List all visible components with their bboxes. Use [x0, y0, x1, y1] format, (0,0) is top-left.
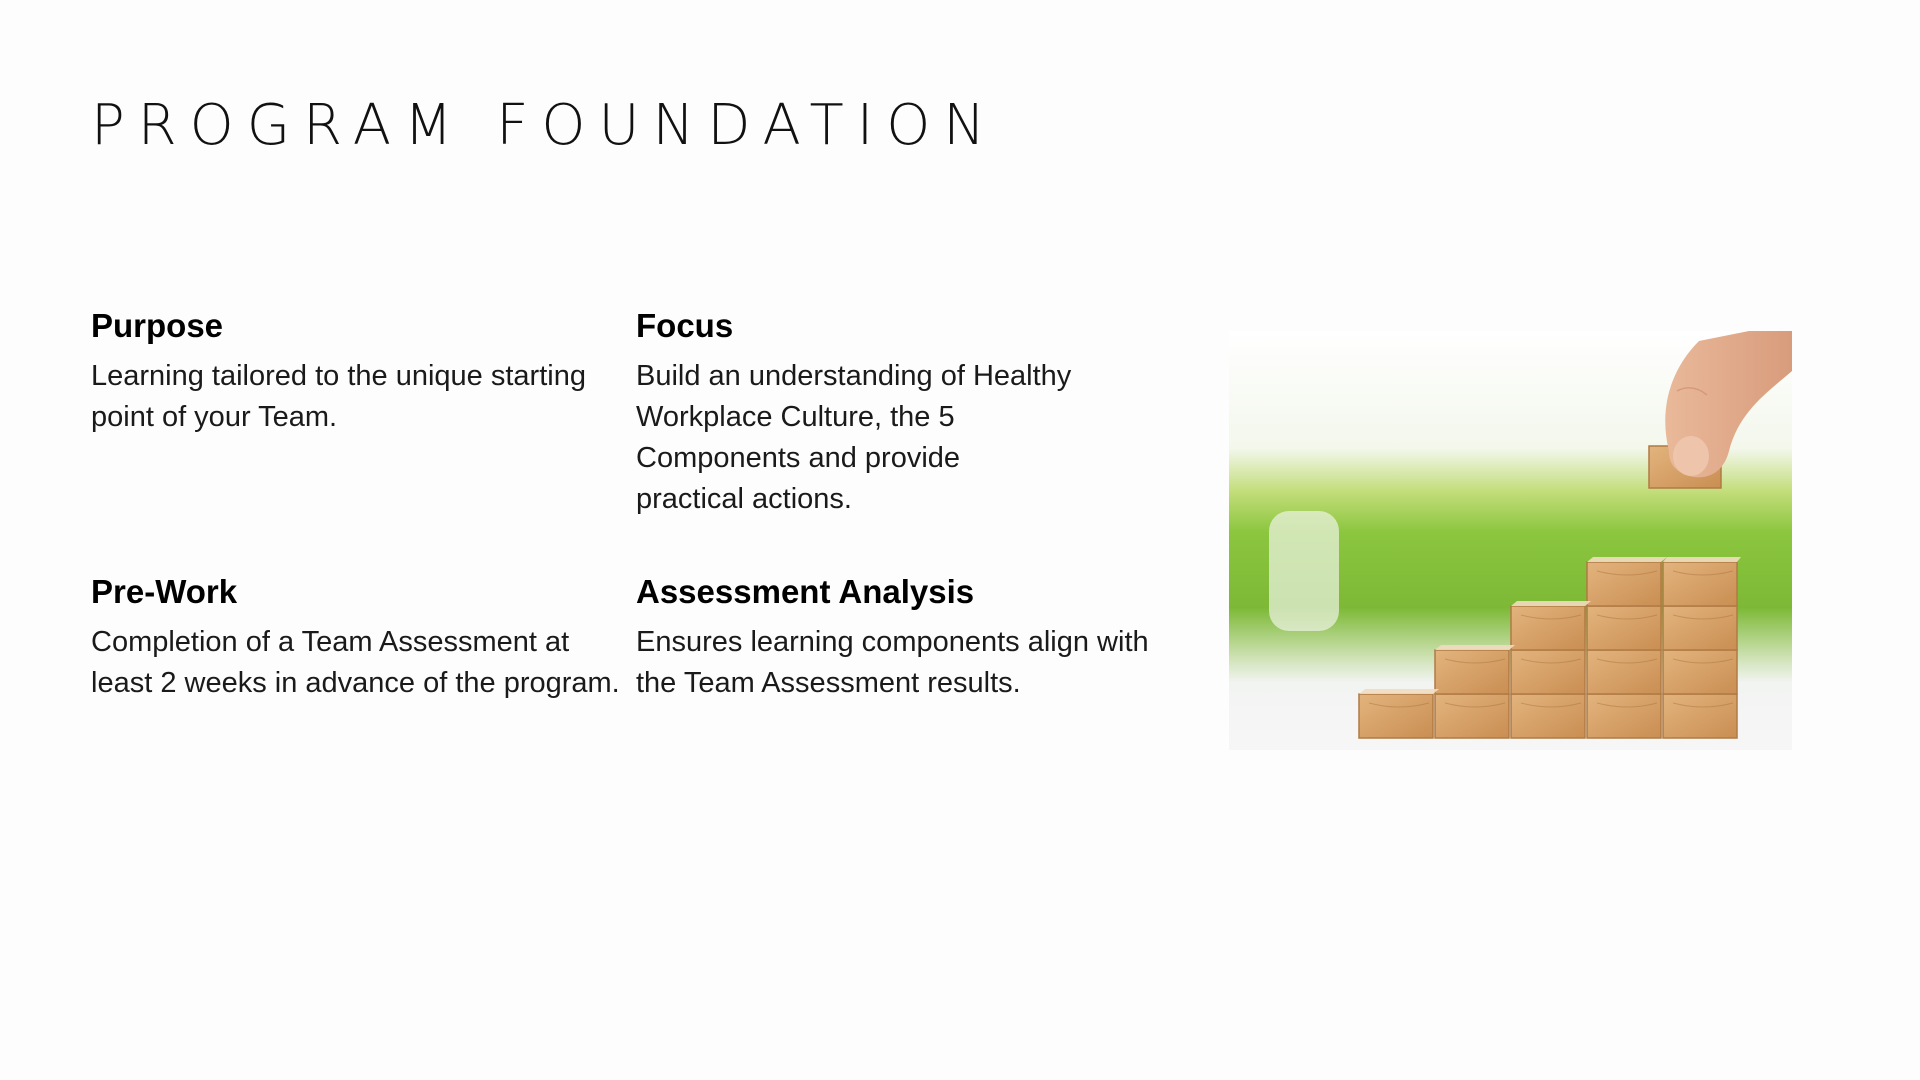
section-focus	[636, 308, 1176, 520]
section-body: Ensures learning components align with the Team Assessment results.	[636, 626, 1149, 700]
wooden-blocks-photo	[1229, 331, 1792, 750]
section-prework	[91, 574, 631, 704]
section-heading: Pre-Work	[91, 573, 238, 610]
section-body: Learning tailored to the unique starting point of your Team.	[91, 360, 586, 434]
section-heading: Focus	[636, 307, 734, 344]
wooden-blocks-illustration	[1229, 331, 1792, 750]
section-heading: Purpose	[91, 307, 224, 344]
section-assessment-analysis	[636, 574, 1176, 704]
section-purpose	[91, 308, 631, 438]
page-title: PROGRAM FOUNDATION	[91, 93, 999, 158]
section-body: Completion of a Team Assessment at least 2 weeks in advance of the program.	[91, 626, 620, 700]
section-heading: Assessment Analysis	[636, 573, 975, 610]
section-body: Build an understanding of Healthy Workplace Culture, the 5 Components and provide practical actions.	[636, 360, 1072, 516]
